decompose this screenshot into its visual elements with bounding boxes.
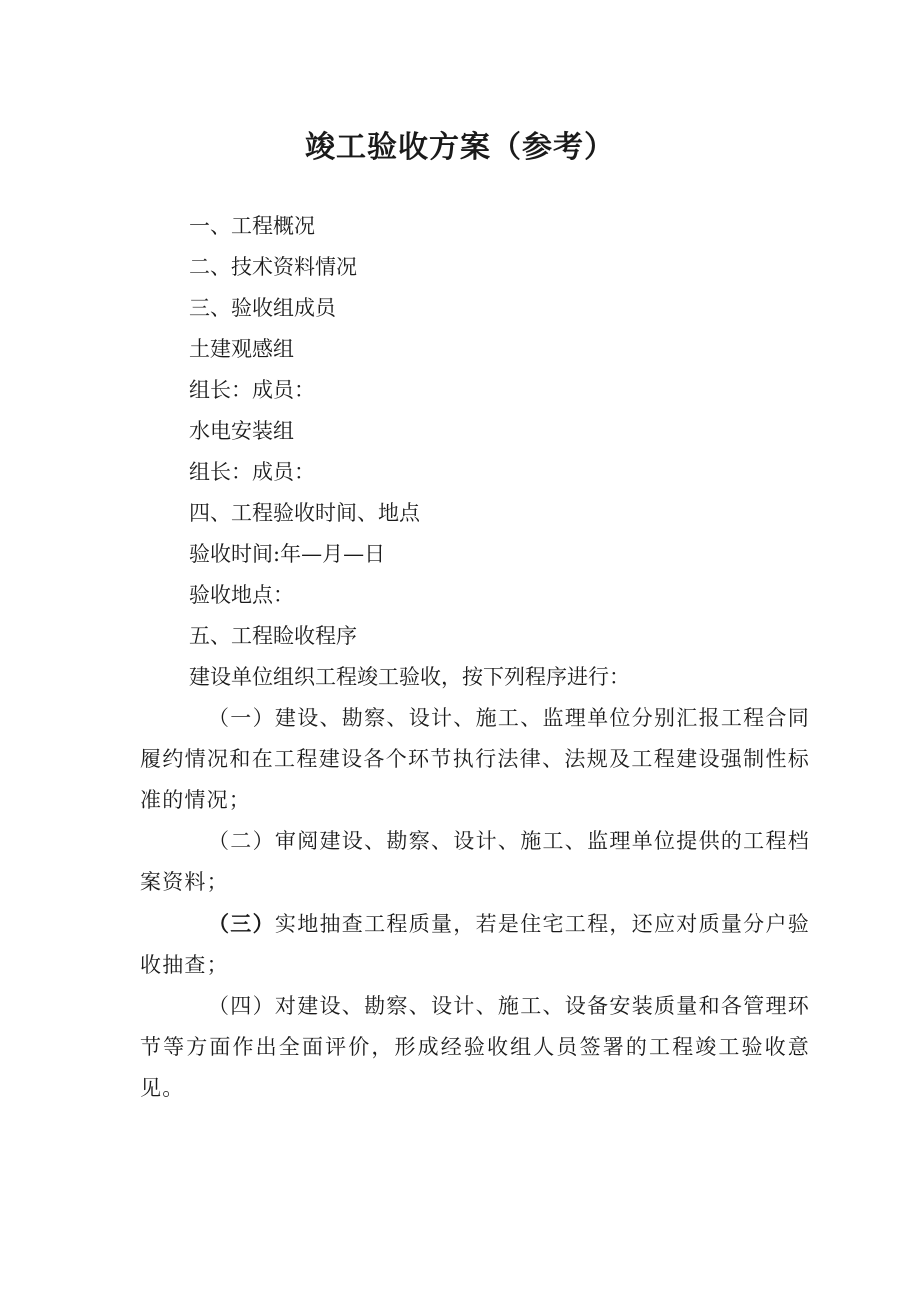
procedure-step-4 — [140, 986, 810, 1109]
procedure-step-3 — [140, 903, 810, 986]
section-heading-time-place: 四、工程验收时间、地点 — [189, 501, 420, 525]
step-label: （四） — [208, 994, 275, 1018]
acceptance-place: 验收地点： — [189, 583, 294, 607]
section-heading-procedure: 五、工程睑收程序 — [189, 624, 357, 648]
procedure-step-2 — [140, 821, 810, 903]
step-label: （二） — [208, 829, 275, 853]
step-text: 建设、勘察、设计、施工、监理单位分别汇报工程合同履约情况和在工程建设各个环节执行法律、法规及工程建设强制性标准的情况； — [140, 706, 810, 812]
step-text: 对建设、勘察、设计、施工、设备安装质量和各管理环节等方面作出全面评价，形成经验收组人员签署的工程竣工验收意见。 — [140, 994, 810, 1100]
section-heading-technical-docs: 二、技术资料情况 — [189, 255, 357, 279]
group-leader-members-installation: 组长：成员： — [189, 460, 315, 484]
step-text: 实地抽查工程质量，若是住宅工程，还应对质量分户验收抽查； — [140, 912, 810, 977]
document-body — [140, 206, 810, 1109]
step-label: （三） — [208, 911, 275, 936]
acceptance-time: 验收时间:年—月—日 — [189, 542, 386, 566]
section-heading-team-members: 三、验收组成员 — [189, 296, 336, 320]
document-title: 竣工验收方案（参考） — [305, 130, 615, 165]
step-label: （一） — [208, 706, 275, 730]
group-name-civil: 土建观感组 — [189, 337, 294, 361]
step-text: 审阅建设、勘察、设计、施工、监理单位提供的工程档案资料； — [140, 829, 810, 894]
group-leader-members-civil: 组长：成员： — [189, 378, 315, 402]
procedure-intro: 建设单位组织工程竣工验收，按下列程序进行： — [189, 665, 630, 689]
section-heading-overview: 一、工程概况 — [189, 214, 315, 238]
group-name-installation: 水电安装组 — [189, 419, 294, 443]
procedure-step-1 — [140, 698, 810, 821]
